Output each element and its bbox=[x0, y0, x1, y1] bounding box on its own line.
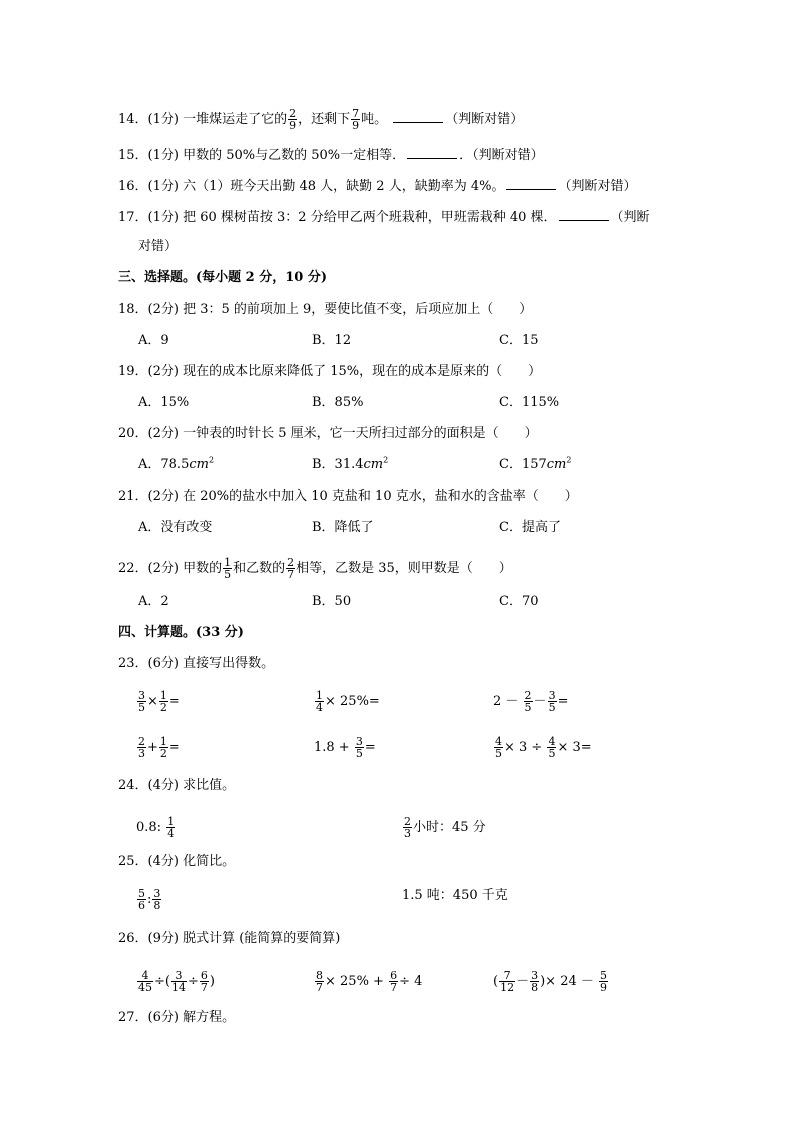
answer-blank[interactable] bbox=[506, 177, 556, 190]
expression: $\frac{1}{4}$ × 25%= bbox=[316, 689, 380, 714]
section-4-title: 四、计算题。(33 分) bbox=[118, 625, 244, 640]
option-c[interactable]: C．15 bbox=[499, 333, 539, 348]
question-17-cont: 对错） bbox=[138, 239, 178, 254]
question-15: 15．(1分) 甲数的 50%与乙数的 50%一定相等． ．（判断对错） bbox=[118, 148, 544, 163]
expression: $\frac{8}{7}$ × 25% + $\frac{6}{7}$ ÷ 4 bbox=[316, 969, 423, 994]
option-b[interactable]: B．降低了 bbox=[312, 520, 374, 535]
expression: 1.5 吨：450 千克 bbox=[402, 888, 508, 903]
question-25: 25．(4分) 化简比。 bbox=[118, 854, 236, 869]
expression: $\frac{3}{5}$ × $\frac{1}{2}$ = bbox=[138, 689, 180, 714]
q14-text: 14．(1分) 一堆煤运走了它的 bbox=[118, 112, 288, 127]
question-24: 24．(4分) 求比值。 bbox=[118, 778, 236, 793]
question-14: 14．(1分) 一堆煤运走了它的 $\frac{2}{9}$ ，还剩下 $\frac{7}{9}$ 吨。 （判断对错） bbox=[118, 107, 524, 132]
option-a[interactable]: A．没有改变 bbox=[138, 520, 213, 535]
option-a[interactable]: A．9 bbox=[138, 333, 169, 348]
option-a[interactable]: A．2 bbox=[138, 594, 169, 609]
option-b[interactable]: B．12 bbox=[312, 333, 352, 348]
option-b[interactable]: B．$31.4cm^2$ bbox=[312, 455, 389, 472]
answer-blank[interactable] bbox=[393, 110, 443, 123]
fraction: $\frac{7}{9}$ bbox=[352, 107, 360, 132]
question-16: 16．(1分) 六（1）班今天出勤 48 人，缺勤 2 人，缺勤率为 4%。 （判断对错） bbox=[118, 179, 637, 194]
question-27: 27．(6分) 解方程。 bbox=[118, 1010, 236, 1025]
expression: $\frac{2}{3}$ + $\frac{1}{2}$ = bbox=[138, 735, 180, 760]
question-22: 22．(2分) 甲数的 $\frac{1}{5}$ 和乙数的 $\frac{2}{7}$ 相等，乙数是 35，则甲数是（ ） bbox=[118, 556, 512, 581]
answer-blank[interactable] bbox=[559, 208, 609, 221]
option-c[interactable]: C．70 bbox=[499, 594, 539, 609]
section-3-title: 三、选择题。(每小题 2 分，10 分) bbox=[118, 270, 328, 285]
question-18: 18．(2分) 把 3：5 的前项加上 9，要使比值不变，后项应加上（ ） bbox=[118, 302, 533, 317]
fraction: $\frac{2}{7}$ bbox=[287, 556, 295, 581]
option-b[interactable]: B．85% bbox=[312, 395, 364, 410]
expression: $\frac{2}{3}$ 小时：45 分 bbox=[404, 815, 486, 840]
expression: 1.8 + $\frac{3}{5}$ = bbox=[314, 735, 376, 760]
question-20: 20．(2分) 一钟表的时针长 5 厘米，它一天所扫过部分的面积是（ ） bbox=[118, 426, 538, 441]
option-c[interactable]: C．提高了 bbox=[499, 520, 561, 535]
question-23: 23．(6分) 直接写出得数。 bbox=[118, 656, 275, 671]
option-c[interactable]: C．115% bbox=[499, 395, 560, 410]
question-19: 19．(2分) 现在的成本比原来降低了 15%，现在的成本是原来的（ ） bbox=[118, 364, 542, 379]
expression: ( $\frac{7}{12}$ － $\frac{3}{8}$ )× 24 － $\frac{5}{9}$ bbox=[493, 969, 607, 994]
expression: $\frac{4}{45}$ ÷( $\frac{3}{14}$ ÷ $\frac{6}{7}$ ) bbox=[138, 969, 215, 994]
option-b[interactable]: B．50 bbox=[312, 594, 352, 609]
answer-blank[interactable] bbox=[407, 146, 457, 159]
expression: $\frac{4}{5}$ × 3 ÷ $\frac{4}{5}$ × 3= bbox=[495, 735, 592, 760]
expression: 2 － $\frac{2}{5}$ － $\frac{3}{5}$ = bbox=[493, 689, 569, 714]
option-c[interactable]: C．$157cm^2$ bbox=[499, 455, 572, 472]
fraction: $\frac{1}{5}$ bbox=[224, 556, 232, 581]
option-a[interactable]: A．15% bbox=[138, 395, 190, 410]
question-21: 21．(2分) 在 20%的盐水中加入 10 克盐和 10 克水，盐和水的含盐率（ ） bbox=[118, 489, 578, 504]
expression: $\frac{5}{6}$ : $\frac{3}{8}$ bbox=[138, 887, 161, 912]
question-26: 26．(9分) 脱式计算 (能简算的要简算) bbox=[118, 931, 341, 946]
expression: 0.8: $\frac{1}{4}$ bbox=[136, 815, 175, 840]
option-a[interactable]: A．$78.5cm^2$ bbox=[138, 455, 215, 472]
fraction: $\frac{2}{9}$ bbox=[289, 107, 297, 132]
question-17: 17．(1分) 把 60 棵树苗按 3：2 分给甲乙两个班栽种，甲班需栽种 40 棵． （判断 bbox=[118, 210, 650, 225]
